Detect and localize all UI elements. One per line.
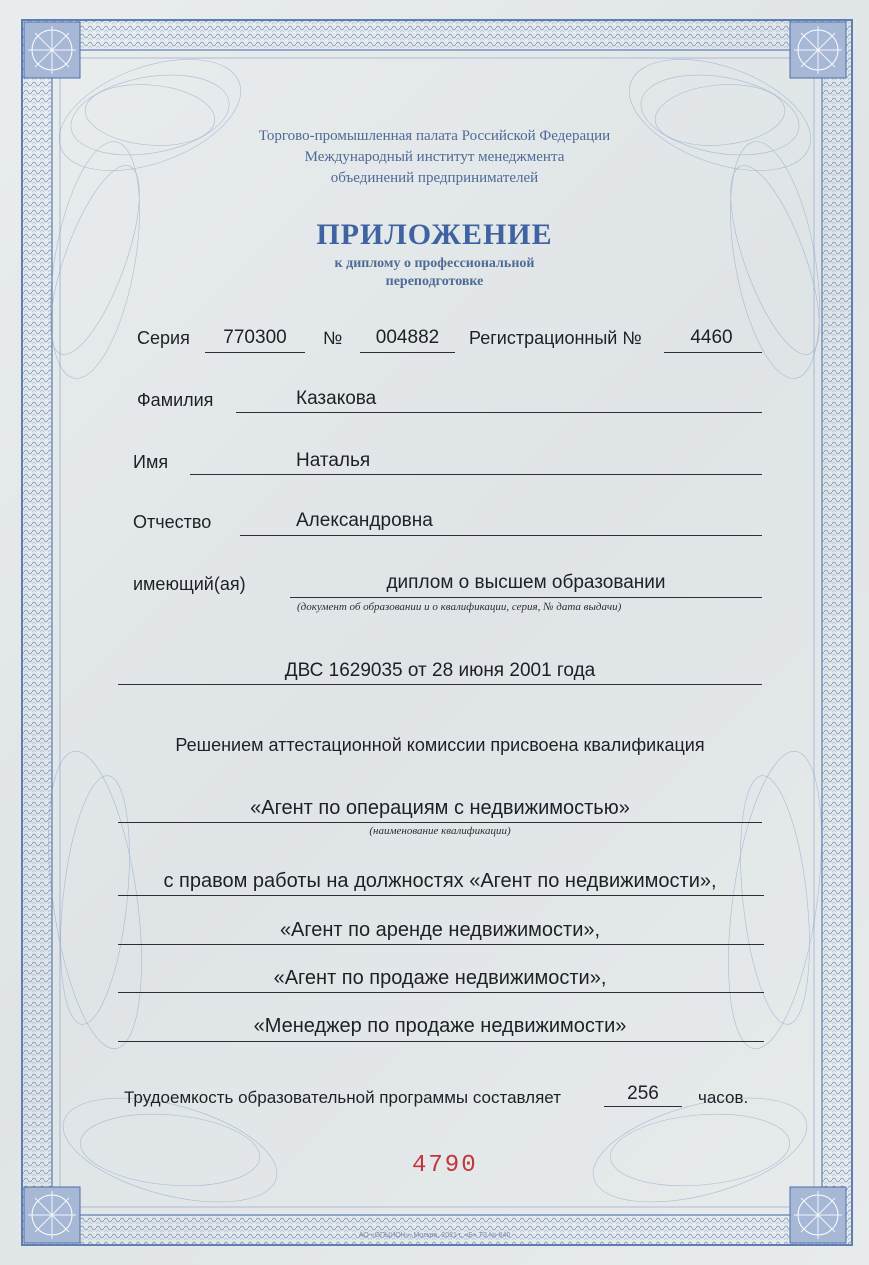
qualification-underline <box>118 822 762 823</box>
rights-line-4: «Менеджер по продаже недвижимости» <box>253 1015 627 1037</box>
rights-line-3: «Агент по продаже недвижимости», <box>273 967 607 989</box>
rights-underline-4 <box>118 1041 764 1042</box>
surname-value: Казакова <box>296 388 377 409</box>
starburst-rosette-icon <box>24 22 80 78</box>
rights-underline-1 <box>118 895 764 896</box>
page-title: ПРИЛОЖЕНИЕ <box>316 218 553 251</box>
reg-label: Регистрационный № <box>469 328 642 348</box>
patronymic-label: Отчество <box>133 512 212 532</box>
rights-underline-2 <box>118 944 764 945</box>
surname-underline <box>236 412 762 413</box>
subtitle-line-2: переподготовке <box>385 274 484 289</box>
reg-value: 4460 <box>690 327 733 348</box>
subtitle-line-1: к диплому о профессиональной <box>334 256 535 271</box>
workload-underline <box>604 1106 682 1107</box>
patronymic-underline <box>240 535 762 536</box>
document-value: ДВС 1629035 от 28 июня 2001 года <box>284 660 596 681</box>
having-value: диплом о высшем образовании <box>386 572 666 593</box>
series-value: 770300 <box>223 327 287 348</box>
number-value: 004882 <box>375 327 440 348</box>
patronymic-value: Александровна <box>296 510 433 531</box>
having-underline <box>290 597 762 598</box>
org-line-1: Торгово-промышленная палата Российской Федерации <box>258 128 611 144</box>
rights-underline-3 <box>118 992 764 993</box>
org-line-3: объединений предпринимателей <box>330 170 539 186</box>
org-line-2: Международный институт менеджмента <box>304 149 565 165</box>
number-underline <box>360 352 455 353</box>
decision-text: Решением аттестационной комиссии присвоена квалификация <box>175 735 705 755</box>
having-label: имеющий(ая) <box>133 574 246 594</box>
serial-number: 4790 <box>412 1152 478 1179</box>
name-value: Наталья <box>296 450 371 471</box>
reg-underline <box>664 352 762 353</box>
series-underline <box>205 352 305 353</box>
document-underline <box>118 684 762 685</box>
workload-unit: часов. <box>698 1088 749 1107</box>
having-hint: (документ об образовании и о квалификации, серия, № дата выдачи) <box>297 601 622 613</box>
name-label: Имя <box>133 452 169 472</box>
qualification-value: «Агент по операциям с недвижимостью» <box>250 797 630 819</box>
series-label: Серия <box>137 328 190 348</box>
number-label: № <box>323 328 343 348</box>
starburst-rosette-icon <box>790 22 846 78</box>
workload-label: Трудоемкость образовательной программы составляет <box>124 1088 561 1107</box>
surname-label: Фамилия <box>137 390 214 410</box>
printer-mark: АО «ОПЦИОН», Москва, 2021 г. «Б» ТЗ № 840 <box>358 1232 511 1239</box>
rights-line-1: с правом работы на должностях «Агент по недвижимости», <box>163 870 717 892</box>
name-underline <box>190 474 762 475</box>
workload-hours: 256 <box>627 1083 659 1104</box>
rights-line-2: «Агент по аренде недвижимости», <box>279 919 601 941</box>
qualification-hint: (наименование квалификации) <box>369 825 511 837</box>
